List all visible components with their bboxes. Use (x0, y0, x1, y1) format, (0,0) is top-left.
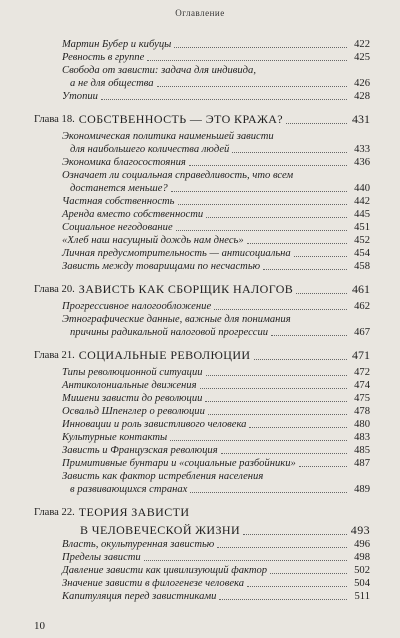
toc-chapter-continuation: В ЧЕЛОВЕЧЕСКОЙ ЖИЗНИ 493 (80, 523, 370, 537)
toc-entry: Ревность в группе 425 (62, 52, 370, 63)
toc-entry: Экономика благосостояния 436 (62, 157, 370, 168)
toc-entry: Капитуляция перед завистниками 511 (62, 591, 370, 602)
toc-entry: Зависть между товарищами по несчастью 458 (62, 261, 370, 272)
toc-chapter: Глава 21. СОЦИАЛЬНЫЕ РЕВОЛЮЦИИ 471 (34, 348, 370, 362)
page-number: 10 (34, 620, 45, 632)
toc-entry: Освальд Шпенглер о революции 478 (62, 406, 370, 417)
toc-entry: Зависть как фактор истребления населения (62, 471, 264, 482)
toc-entry-continuation: для наибольшего количества людей 433 (70, 144, 370, 155)
toc-chapter: Глава 18. СОБСТВЕННОСТЬ — ЭТО КРАЖА? 431 (34, 112, 370, 126)
toc-entry: Антиколониальные движения 474 (62, 380, 370, 391)
table-of-contents (34, 38, 370, 603)
toc-entry: Утопии 428 (62, 91, 370, 102)
toc-entry: Культурные контакты 483 (62, 432, 370, 443)
toc-entry: Пределы зависти 498 (62, 552, 370, 563)
toc-entry-continuation: достанется меньше? 440 (70, 183, 370, 194)
toc-entry-continuation: в развивающихся странах 489 (70, 484, 370, 495)
toc-entry: Инновации и роль завистливого человека 480 (62, 419, 370, 430)
toc-entry: Примитивные бунтари и «социальные разбойники» 487 (62, 458, 370, 469)
toc-entry: Этнографические данные, важные для понимания (62, 314, 291, 325)
toc-entry: Частная собственность 442 (62, 196, 370, 207)
toc-entry: «Хлеб наш насущный дождь нам днесь» 452 (62, 235, 370, 246)
toc-entry: Мартин Бубер и кибуцы 422 (62, 39, 370, 50)
toc-entry: Социальное негодование 451 (62, 222, 370, 233)
toc-entry: Значение зависти в филогенезе человека 504 (62, 578, 370, 589)
toc-entry: Означает ли социальная справедливость, что всем (62, 170, 294, 181)
toc-entry: Прогрессивное налогообложение 462 (62, 301, 370, 312)
toc-chapter: Глава 22. ТЕОРИЯ ЗАВИСТИ (34, 505, 190, 519)
toc-entry-continuation: а не для общества 426 (70, 78, 370, 89)
toc-entry: Власть, окультуренная завистью 496 (62, 539, 370, 550)
toc-entry: Свобода от зависти: задача для индивида, (62, 65, 256, 76)
toc-entry-continuation: причины радикальной налоговой прогрессии 467 (70, 327, 370, 338)
toc-entry: Экономическая политика наименьшей зависти (62, 131, 274, 142)
toc-chapter: Глава 20. ЗАВИСТЬ КАК СБОРЩИК НАЛОГОВ 461 (34, 282, 370, 296)
toc-entry: Типы революционной ситуации 472 (62, 367, 370, 378)
toc-entry: Мишени зависти до революции 475 (62, 393, 370, 404)
toc-entry: Аренда вместо собственности 445 (62, 209, 370, 220)
running-head: Оглавление (175, 8, 225, 18)
toc-entry: Личная предусмотрительность — антисоциальна 454 (62, 248, 370, 259)
toc-entry: Давление зависти как цивилизующий фактор 502 (62, 565, 370, 576)
toc-entry: Зависть и Французская революция 485 (62, 445, 370, 456)
